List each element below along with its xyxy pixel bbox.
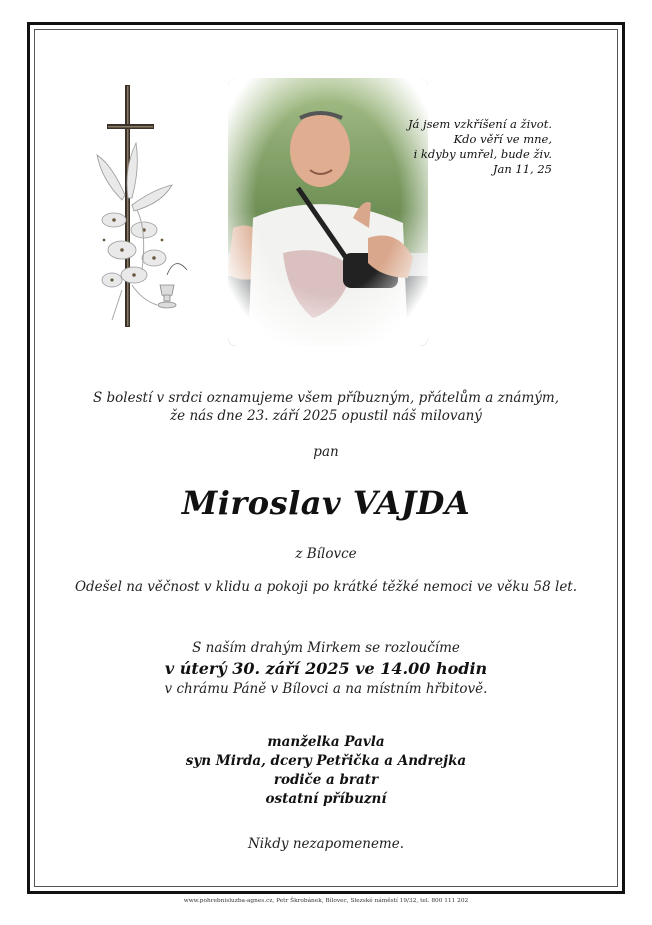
funeral-datetime: v úterý 30. září 2025 ve 14.00 hodin [164, 659, 488, 678]
funeral-service-footer: www.pohrebnisluzba-agnes.cz, Petr Škrobánek, Bílovec, Slezské náměstí 19/32, tel. 800 111 202 [183, 898, 469, 904]
announcement-line: S bolestí v srdci oznamujeme všem příbuzným, přátelům a známým, [92, 390, 559, 406]
mourners-list [34, 733, 618, 809]
deceased-name: Miroslav VAJDA [181, 484, 471, 522]
verse-line: Já jsem vzkříšení a život. [407, 117, 552, 131]
funeral-place: v chrámu Páně v Bílovci a na místním hřbitově. [164, 681, 488, 697]
verse-line: Kdo věří ve mne, [453, 132, 552, 146]
mourner-line: manželka Pavla [267, 734, 385, 750]
farewell-intro: S naším drahým Mirkem se rozloučíme [192, 640, 460, 656]
closing-text: Nikdy nezapomeneme. [247, 836, 405, 852]
announcement-text [34, 389, 618, 425]
announcement-line: že nás dne 23. září 2025 opustil náš milovaný [170, 408, 482, 424]
portrait-photo [228, 78, 428, 346]
hometown: z Bílovce [295, 546, 357, 562]
honorific: pan [313, 444, 339, 460]
bible-verse [400, 117, 552, 177]
departure-text: Odešel na věčnost v klidu a pokoji po krátké těžké nemoci ve věku 58 let. [74, 579, 578, 595]
verse-line: i kdyby umřel, bude živ. [413, 147, 552, 161]
verse-reference: Jan 11, 25 [492, 162, 552, 176]
mourner-line: ostatní příbuzní [265, 791, 387, 807]
mourner-line: syn Mirda, dcery Petřička a Andrejka [185, 753, 467, 769]
cross-with-lilies-icon [92, 80, 202, 335]
mourner-line: rodiče a bratr [273, 772, 379, 788]
